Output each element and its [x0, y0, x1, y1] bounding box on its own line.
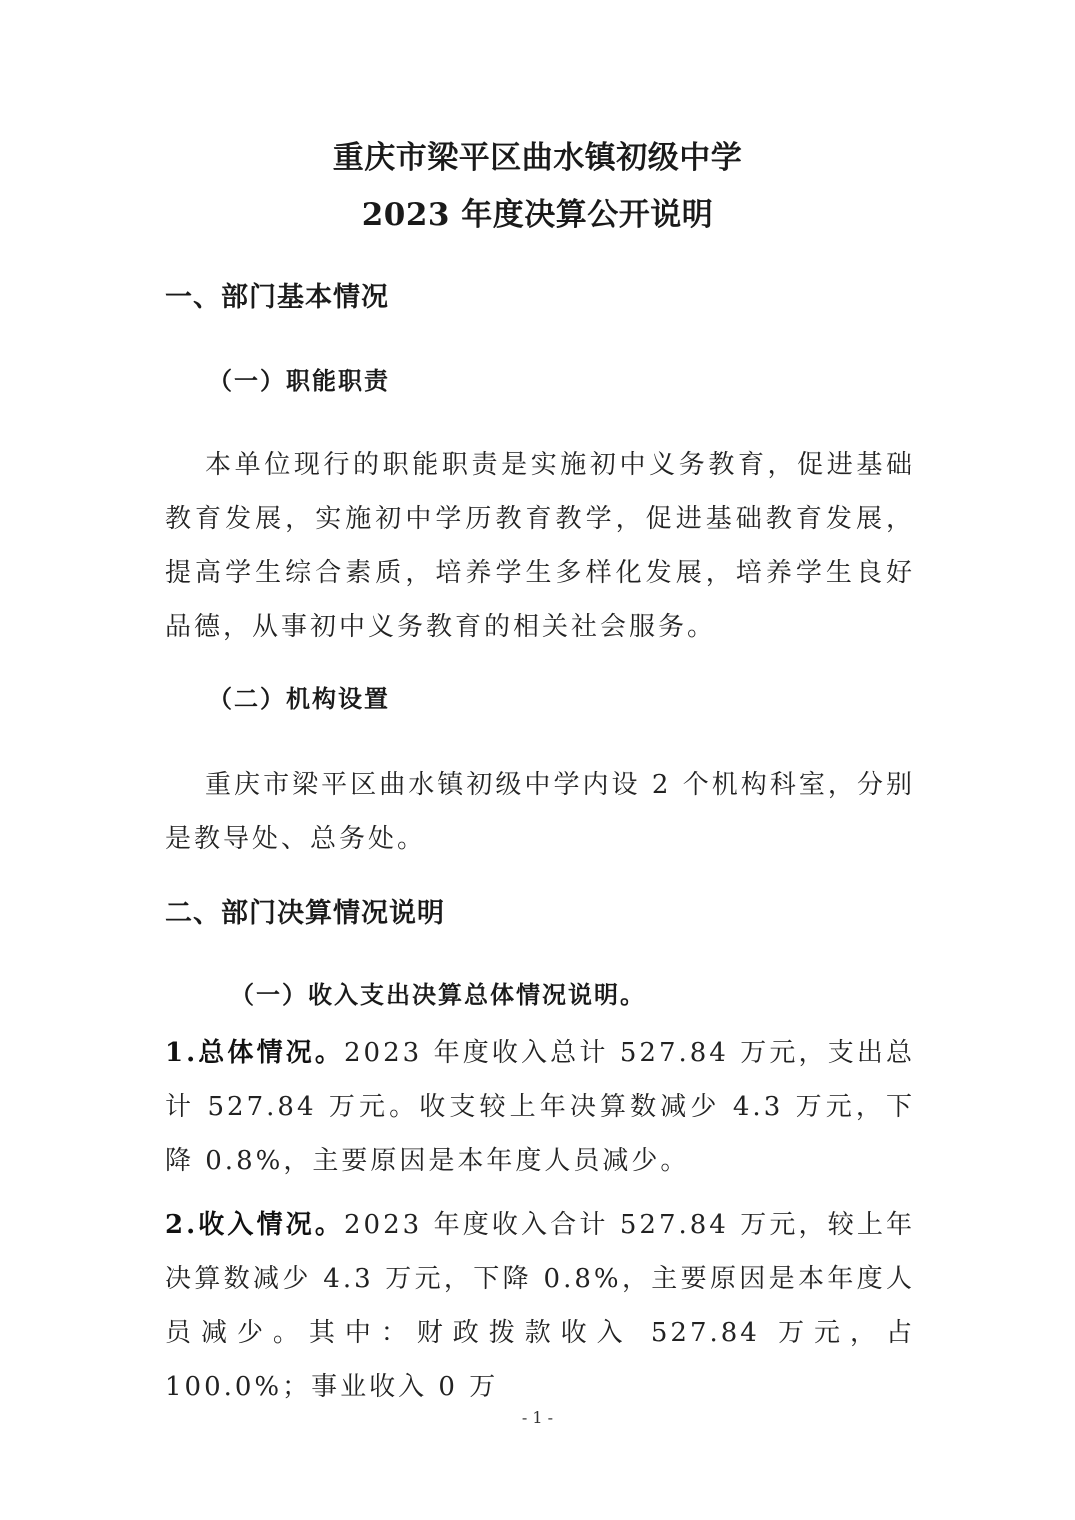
paragraph-overall-lead: 1.总体情况。	[165, 1038, 345, 1068]
paragraph-overall-text: 2023 年度收入总计 527.84 万元，支出总计 527.84 万元。收支较上年决算数减少 4.3 万元，下降 0.8%，主要原因是本年度人员减少。	[165, 1038, 915, 1176]
section1-heading: 一、部门基本情况	[165, 282, 389, 313]
document-title-line1: 重庆市梁平区曲水镇初级中学	[332, 140, 743, 176]
section1-sub1-heading: （一）职能职责	[208, 366, 390, 395]
page-number: - 1 -	[521, 1408, 554, 1427]
paragraph-income-text: 2023 年度收入合计 527.84 万元，较上年决算数减少 4.3 万元，下降 0.8%，主要原因是本年度人员减少。其中：财政拨款收入 527.84 万元，占 100.0%；事业收入 0 万	[165, 1210, 915, 1402]
paragraph-income-lead: 2.收入情况。	[165, 1210, 345, 1240]
section1-sub2-body: 重庆市梁平区曲水镇初级中学内设 2 个机构科室，分别是教导处、总务处。	[165, 770, 915, 854]
section1-sub2-heading: （二）机构设置	[208, 684, 390, 713]
paragraph-overall	[165, 1026, 915, 1188]
paragraph-income	[165, 1198, 915, 1414]
document-title-line2: 2023 年度决算公开说明	[361, 197, 714, 233]
section1-sub1-body: 本单位现行的职能职责是实施初中义务教育，促进基础教育发展，实施初中学历教育教学，促进基础教育发展，提高学生综合素质，培养学生多样化发展，培养学生良好品德，从事初中义务教育的相关社会服务。	[165, 450, 915, 642]
section2-heading: 二、部门决算情况说明	[165, 898, 445, 929]
section2-sub1-heading: （一）收入支出决算总体情况说明。	[230, 980, 646, 1009]
